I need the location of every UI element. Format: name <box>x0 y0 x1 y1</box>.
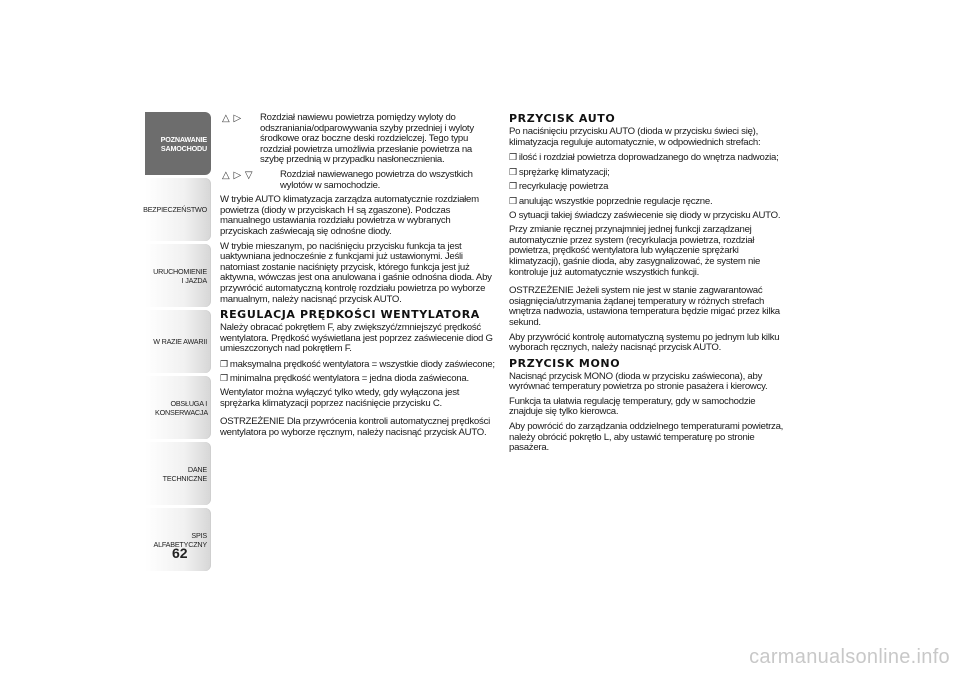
dash-vent-icon: ▷ <box>233 113 241 124</box>
windscreen-vent-icon: △ <box>222 169 230 181</box>
page-number: 62 <box>172 545 188 561</box>
tab-w-razie-awarii[interactable]: W RAZIE AWARII <box>145 310 211 373</box>
tab-spis-alfabetyczny[interactable]: SPIS ALFABETYCZNY <box>145 508 211 571</box>
bullet-icon: ❒ <box>220 373 228 384</box>
list-item: ❒ sprężarkę klimatyzacji; <box>509 166 610 178</box>
paragraph: Aby powrócić do zarządzania oddzielnego temperaturami powietrza, należy obrócić pokrętło L, aby ustawić temperaturę po stronie pasażera. <box>509 421 784 454</box>
list-item: ❒ anulując wszystkie poprzednie regulacje ręczne. <box>509 195 713 207</box>
windscreen-vent-icon: △ <box>222 113 230 124</box>
bullet-icon: ❒ <box>220 358 228 369</box>
tab-poznawanie-samochodu[interactable]: POZNAWANIE SAMOCHODU <box>145 112 211 175</box>
airflow-description: Rozdział nawiewanego powietrza do wszystkich wylotów w samochodzie. <box>280 168 473 191</box>
section-heading-fan-speed: REGULACJA PRĘDKOŚCI WENTYLATORA <box>220 308 480 322</box>
airflow-icons <box>220 170 280 191</box>
tab-dane-techniczne[interactable]: DANE TECHNICZNE <box>145 442 211 505</box>
paragraph: O sytuacji takiej świadczy zaświecenie się diody w przycisku AUTO. <box>509 209 781 221</box>
paragraph: Przy zmianie ręcznej przynajmniej jednej funkcji zarządzanej automatycznie przez system (recyrkulacja powietrza, rozdział powietrza, prędkość wentylatora lub wyłączenie sprężarki klimatyzacji), gaśnie dioda, aby zasygnalizować, że system nie kontroluje już automatycznie wszystkich funkcji. <box>509 224 761 278</box>
section-heading-mono: PRZYCISK MONO <box>509 356 621 370</box>
list-item: ❒ maksymalna prędkość wentylatora = wszystkie diody zaświecone; <box>220 358 495 370</box>
paragraph: W trybie mieszanym, po naciśnięciu przycisku funkcja ta jest uaktywniana jednocześnie z funkcjami już ustawionymi. Jeśli natomiast zostanie naciśnięty przycisk, którego funkcja jest już aktywna, wówczas jest ona anulowana i gaśnie odnośna dioda. Aby przywrócić automatyczną kontrolę rozdziału powietrza po wyborze manualnym, należy nacisnąć przycisk AUTO. <box>220 240 492 305</box>
paragraph: Aby przywrócić kontrolę automatyczną systemu po jednym lub kilku wyborach ręcznych, należy nacisnąć przycisk AUTO. <box>509 331 780 354</box>
paragraph: Nacisnąć przycisk MONO (dioda w przycisku zaświecona), aby wyrównać temperatury powietrza po stronie pasażera i kierowcy. <box>509 370 768 393</box>
list-item: ❒ minimalna prędkość wentylatora = jedna dioda zaświecona. <box>220 373 469 385</box>
airflow-item-windscreen-dash <box>220 113 495 166</box>
warning-paragraph: OSTRZEŻENIE Dla przywrócenia kontroli automatycznej prędkości wentylatora po wyborze ręcznym, należy nacisnąć przycisk AUTO. <box>220 416 490 438</box>
paragraph: Należy obracać pokrętłem F, aby zwiększyć/zmniejszyć prędkość wentylatora. Prędkość wyświetlana jest poprzez zaświecenie diod G umieszczonych nad pokrętłem F. <box>220 322 493 355</box>
paragraph: Po naciśnięciu przycisku AUTO (dioda w przycisku świeci się), klimatyzacja reguluje automatycznie, w odpowiednich strefach: <box>509 126 761 148</box>
footwell-vent-icon: ▽ <box>244 169 253 181</box>
paragraph: Wentylator można wyłączyć tylko wtedy, gdy wyłączona jest sprężarka klimatyzacji poprzez naciśnięcie przycisku C. <box>220 387 460 409</box>
airflow-description: Rozdział nawiewu powietrza pomiędzy wyloty do odszraniania/odparowywania szyby przedniej i wyloty środkowe oraz boczne deski rozdzielczej. Tego typu rozdział powietrza umożliwia przesłanie powietrza na szybę przednią w przypadku nasłonecznienia. <box>260 112 474 166</box>
tab-uruchomienie-i-jazda[interactable]: URUCHOMIENIE I JAZDA <box>145 244 211 307</box>
bullet-icon: ❒ <box>509 181 517 192</box>
dash-vent-icon: ▷ <box>233 169 241 181</box>
bullet-icon: ❒ <box>509 166 517 177</box>
airflow-icons <box>220 113 260 166</box>
list-item: ❒ recyrkulację powietrza <box>509 181 609 193</box>
left-column <box>220 113 495 442</box>
airflow-item-all-vents <box>220 170 495 191</box>
tab-obsluga-i-konserwacja[interactable]: OBSŁUGA I KONSERWACJA <box>145 376 211 439</box>
bullet-icon: ❒ <box>509 152 517 163</box>
right-column <box>509 113 789 458</box>
warning-paragraph: OSTRZEŻENIE Jeżeli system nie jest w stanie zagwarantować osiągnięcia/utrzymania żądanej temperatury w różnych strefach wnętrza nadwozia, ustawiona temperatura będzie migać przez kilka sekund. <box>509 285 780 328</box>
bullet-icon: ❒ <box>509 195 517 206</box>
list-item: ❒ ilość i rozdział powietrza doprowadzanego do wnętrza nadwozia; <box>509 152 779 164</box>
watermark: carmanualsonline.info <box>749 646 950 668</box>
paragraph: Funkcja ta ułatwia regulację temperatury, gdy w samochodzie znajduje się tylko kierowca. <box>509 395 756 418</box>
tab-bezpieczenstwo[interactable]: BEZPIECZEŃSTWO <box>145 178 211 241</box>
section-heading-auto: PRZYCISK AUTO <box>509 112 616 125</box>
paragraph: W trybie AUTO klimatyzacja zarządza automatycznie rozdziałem powietrza (diody w przyciskach H są zgaszone). Podczas manualnego ustawiania rozdziału powietrza w wybranych przyciskach zaświecają się odnośne diody. <box>220 194 479 237</box>
